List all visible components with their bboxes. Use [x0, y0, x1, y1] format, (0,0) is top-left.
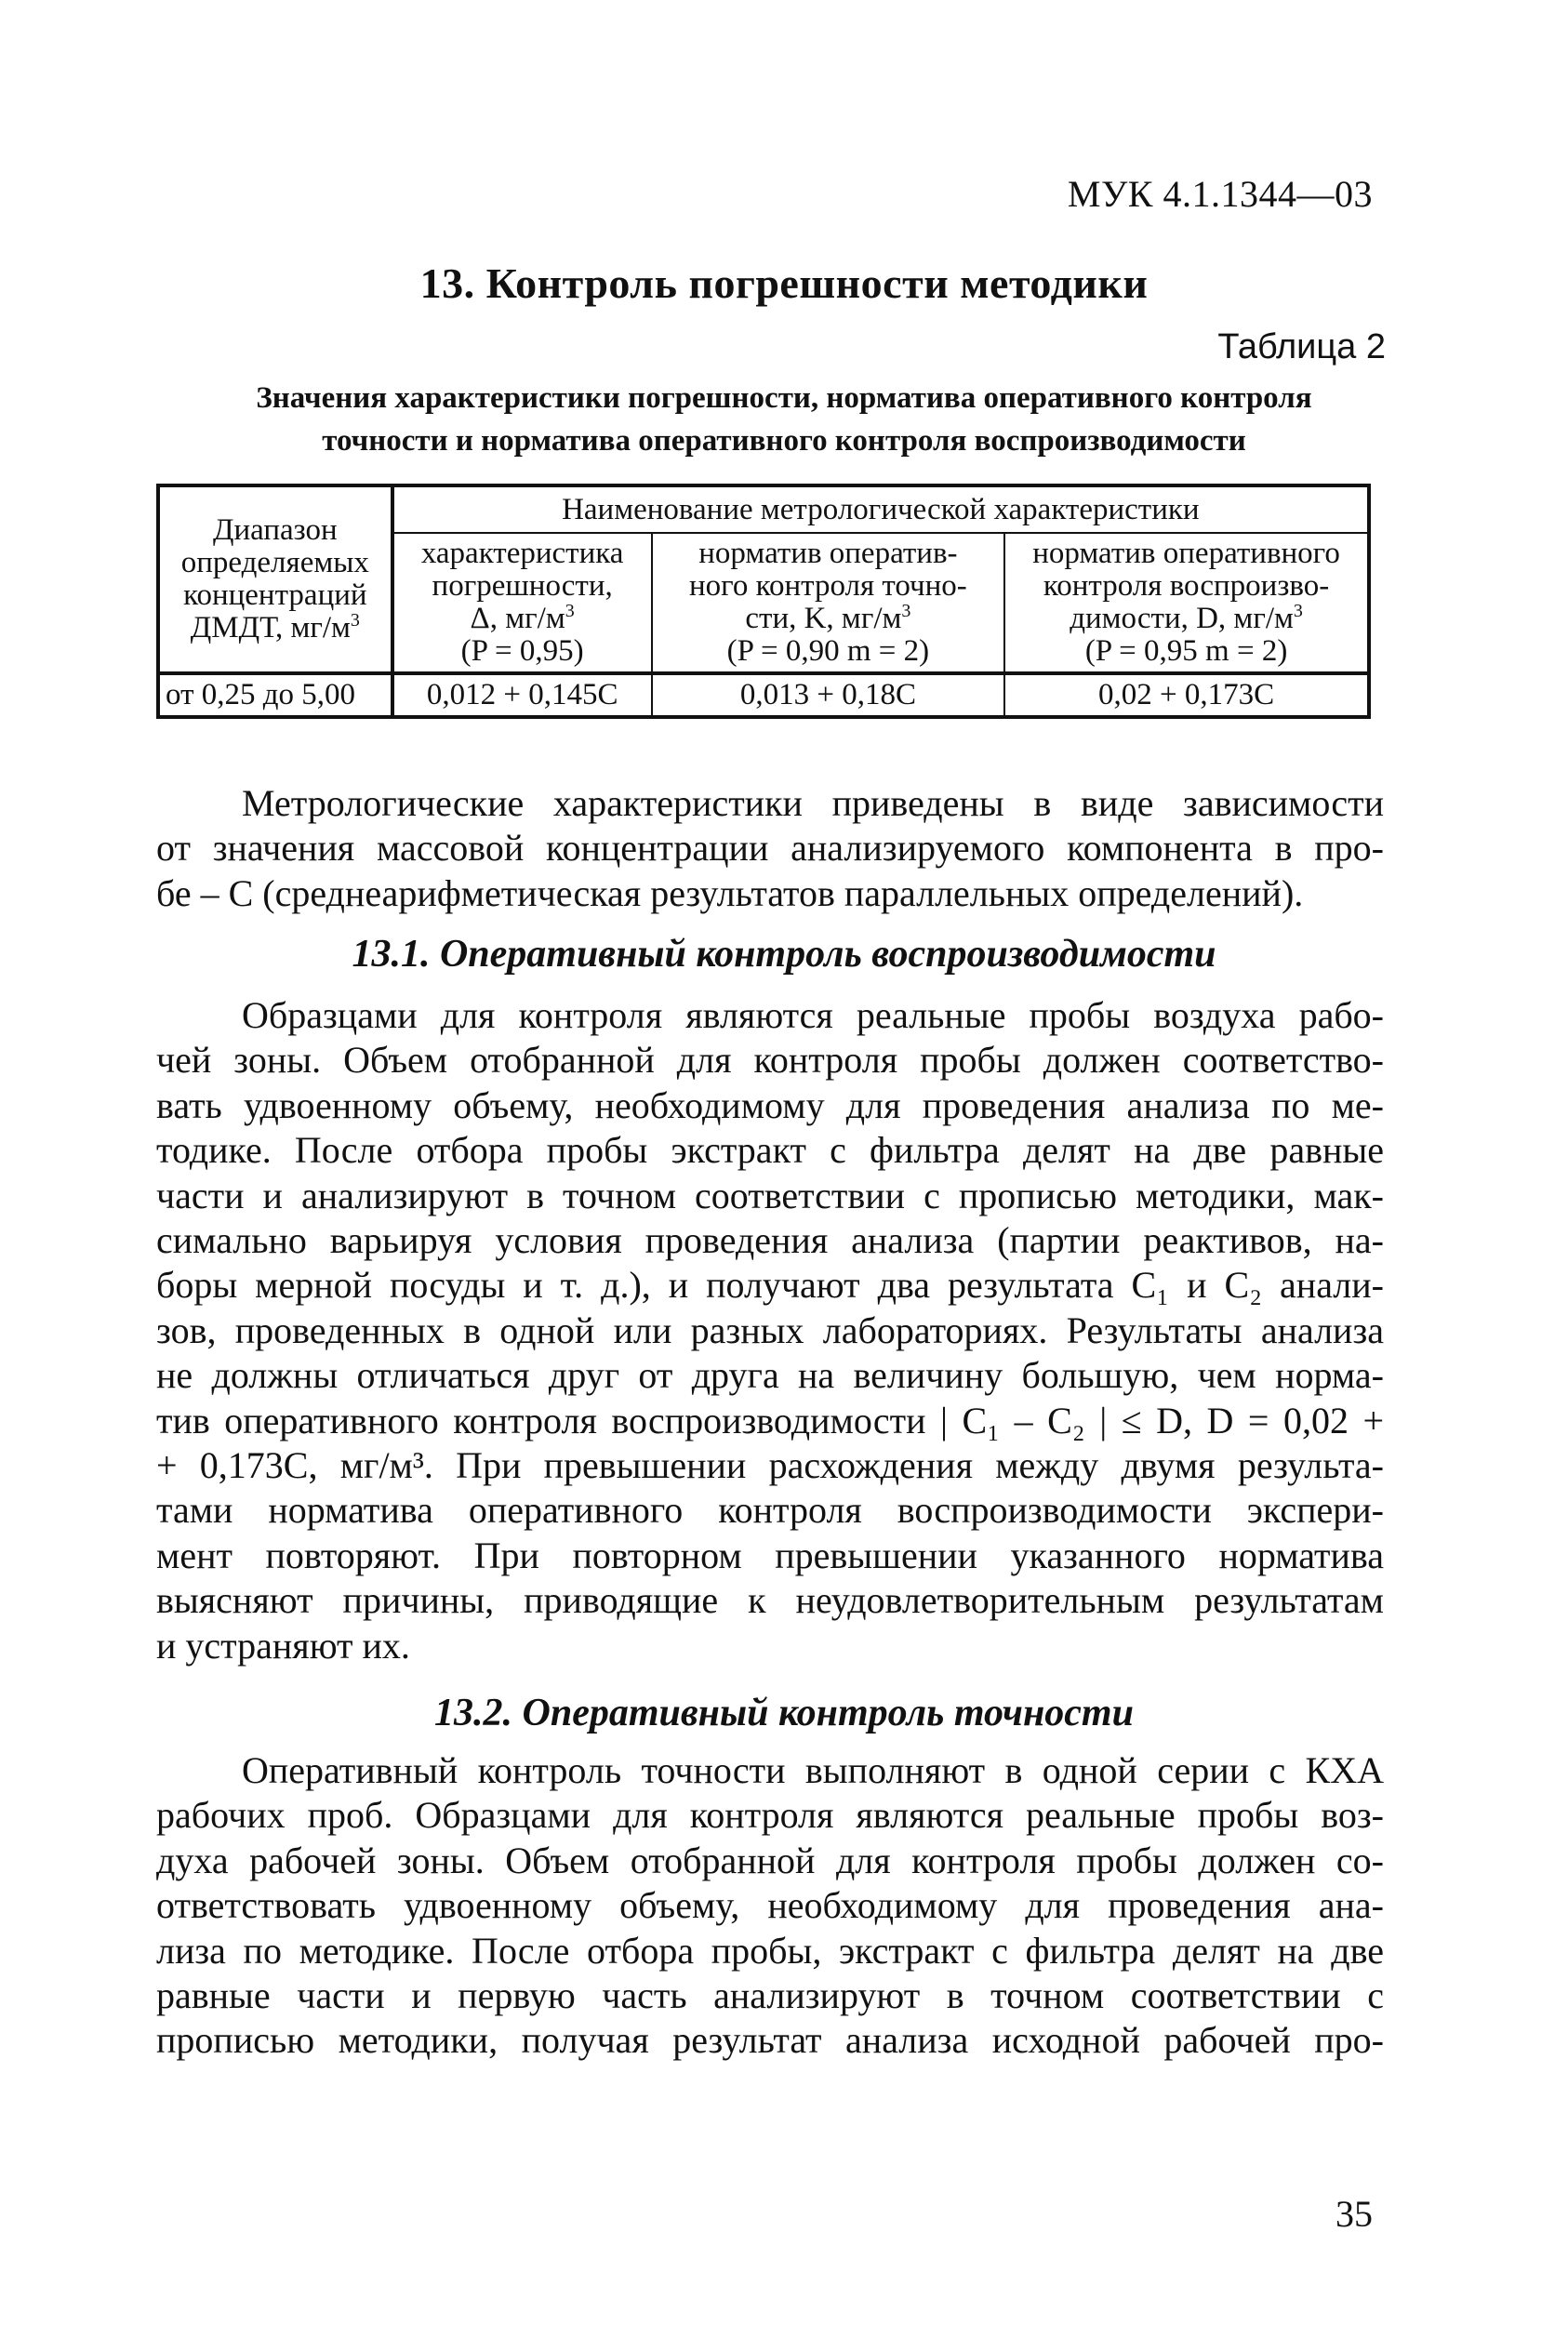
text-line: тами норматива оперативного контроля воспроизводимости экспери- — [156, 1489, 1384, 1532]
text-line: части и анализируют в точном соответствии с прописью методики, мак- — [156, 1174, 1384, 1216]
text-line: Оперативный контроль точности выполняют в одной серии с КХА — [242, 1749, 1384, 1791]
header-group-cell — [392, 485, 1369, 533]
header-reproducibility-cell: норматив оперативного контроля воспроизво- димости, D, $мг/м^3$ (P = 0,95 m = 2) — [1004, 533, 1369, 673]
text-line: Метрологические характеристики приведены в виде зависимости — [242, 782, 1384, 824]
header-text: норматив оператив- — [698, 537, 958, 570]
text-line: бе – C (среднеарифметическая результатов параллельных определений). — [156, 871, 1304, 914]
text-line: мент повторяют. При повторном превышении указанного норматива — [156, 1534, 1384, 1576]
text-line: симально варьируя условия проведения анализа (партии реактивов, на- — [156, 1219, 1384, 1262]
header-accuracy-cell: норматив оператив- ного контроля точно- сти, K, $мг/м^3$ (P = 0,90 m = 2) — [652, 533, 1005, 673]
table-cell: 0,013 + 0,18C — [652, 673, 1005, 717]
text-line: Образцами для контроля являются реальные пробы воздуха рабо- — [242, 994, 1384, 1036]
header-text: погрешности, — [432, 569, 613, 603]
text-line: тодике. После отбора пробы экстракт с фильтра делят на две равные — [156, 1129, 1384, 1172]
text-line: боры мерной посуды и т. д.), и получают два результата C₁ и C₂ анали- — [156, 1264, 1384, 1307]
table-header-row — [158, 485, 1369, 533]
text-line: не должны отличаться друг от друга на величину большую, чем норма- — [156, 1354, 1384, 1397]
table-cell: 0,02 + 0,173C — [1004, 673, 1369, 717]
text-line: рабочих проб. Образцами для контроля являются реальные пробы воз- — [156, 1794, 1384, 1837]
header-text: контроля воспроизво- — [1043, 569, 1330, 603]
header-group-text: Наименование метрологической характеристики — [562, 492, 1200, 526]
text-line: лиза по методике. После отбора пробы, экстракт с фильтра делят на две — [156, 1929, 1384, 1972]
table-cell: от 0,25 до 5,00 — [158, 673, 392, 717]
header-text: ДМДТ, мг/м — [190, 611, 351, 644]
header-text: димости, D, мг/м — [1070, 602, 1294, 635]
header-text: (P = 0,90 m = 2) — [726, 634, 930, 668]
text-line: зов, проведенных в одной или разных лабораториях. Результаты анализа — [156, 1308, 1384, 1351]
table-label: Таблица 2 — [1217, 327, 1386, 366]
intro-paragraph — [156, 781, 1384, 916]
text-line: чей зоны. Объем отобранной для контроля пробы должен соответство- — [156, 1039, 1384, 1082]
header-text: Диапазон — [212, 513, 338, 547]
text-line: и устраняют их. — [156, 1624, 410, 1667]
text-line: вать удвоенному объему, необходимому для проведения анализа по ме- — [156, 1083, 1384, 1126]
table-caption — [140, 377, 1428, 462]
table-row — [158, 673, 1369, 717]
text-line: тив оперативного контроля воспроизводимости | C₁ – C₂ | ≤ D, D = 0,02 + — [156, 1399, 1384, 1441]
text-line: духа рабочей зоны. Объем отобранной для контроля пробы должен со- — [156, 1839, 1384, 1881]
text-line: + 0,173C, мг/м³. При превышении расхождения между двумя результа- — [156, 1444, 1384, 1487]
header-text: (P = 0,95 m = 2) — [1084, 634, 1288, 668]
header-text: определяемых — [180, 546, 369, 579]
metrology-table — [156, 484, 1371, 719]
subsection-title-13-2: 13.2. Оперативный контроль точности — [434, 1692, 1134, 1734]
header-text: (P = 0,95) — [460, 634, 584, 668]
header-error-cell: характеристика погрешности, Δ, $мг/м^3$ (P = 0,95) — [392, 533, 652, 673]
header-text: Δ, мг/м — [470, 602, 565, 635]
header-text: норматив оперативного — [1032, 537, 1340, 570]
page-number: 35 — [1335, 2193, 1373, 2235]
text-line: от значения массовой концентрации анализируемого компонента в про- — [156, 827, 1384, 870]
header-range-cell: Диапазон определяемых концентраций ДМДТ, $мг/м^3$ — [158, 485, 392, 673]
table-cell: 0,012 + 0,145C — [392, 673, 652, 717]
subsection-13-1-paragraph — [156, 993, 1384, 1668]
header-text: характеристика — [420, 537, 624, 570]
table-caption-line: Значения характеристики погрешности, норматива оперативного контроля — [256, 381, 1312, 415]
header-text: ного контроля точно- — [688, 569, 967, 603]
subsection-title-13-1: 13.1. Оперативный контроль воспроизводимости — [352, 933, 1216, 976]
text-line: выясняют причины, приводящие к неудовлетворительным результатам — [156, 1579, 1384, 1622]
document-code: МУК 4.1.1344—03 — [1067, 173, 1373, 215]
text-line: равные части и первую часть анализируют в точном соответствии с — [156, 1974, 1384, 2017]
header-text: концентраций — [183, 578, 367, 612]
section-title: 13. Контроль погрешности методики — [419, 259, 1149, 307]
table-caption-line: точности и норматива оперативного контроля воспроизводимости — [322, 424, 1246, 458]
subsection-13-2-paragraph — [156, 1748, 1384, 2064]
header-text: сти, K, мг/м — [745, 602, 902, 635]
text-line: прописью методики, получая результат анализа исходной рабочей про- — [156, 2019, 1384, 2062]
text-line: ответствовать удвоенному объему, необходимому для проведения ана- — [156, 1884, 1384, 1927]
